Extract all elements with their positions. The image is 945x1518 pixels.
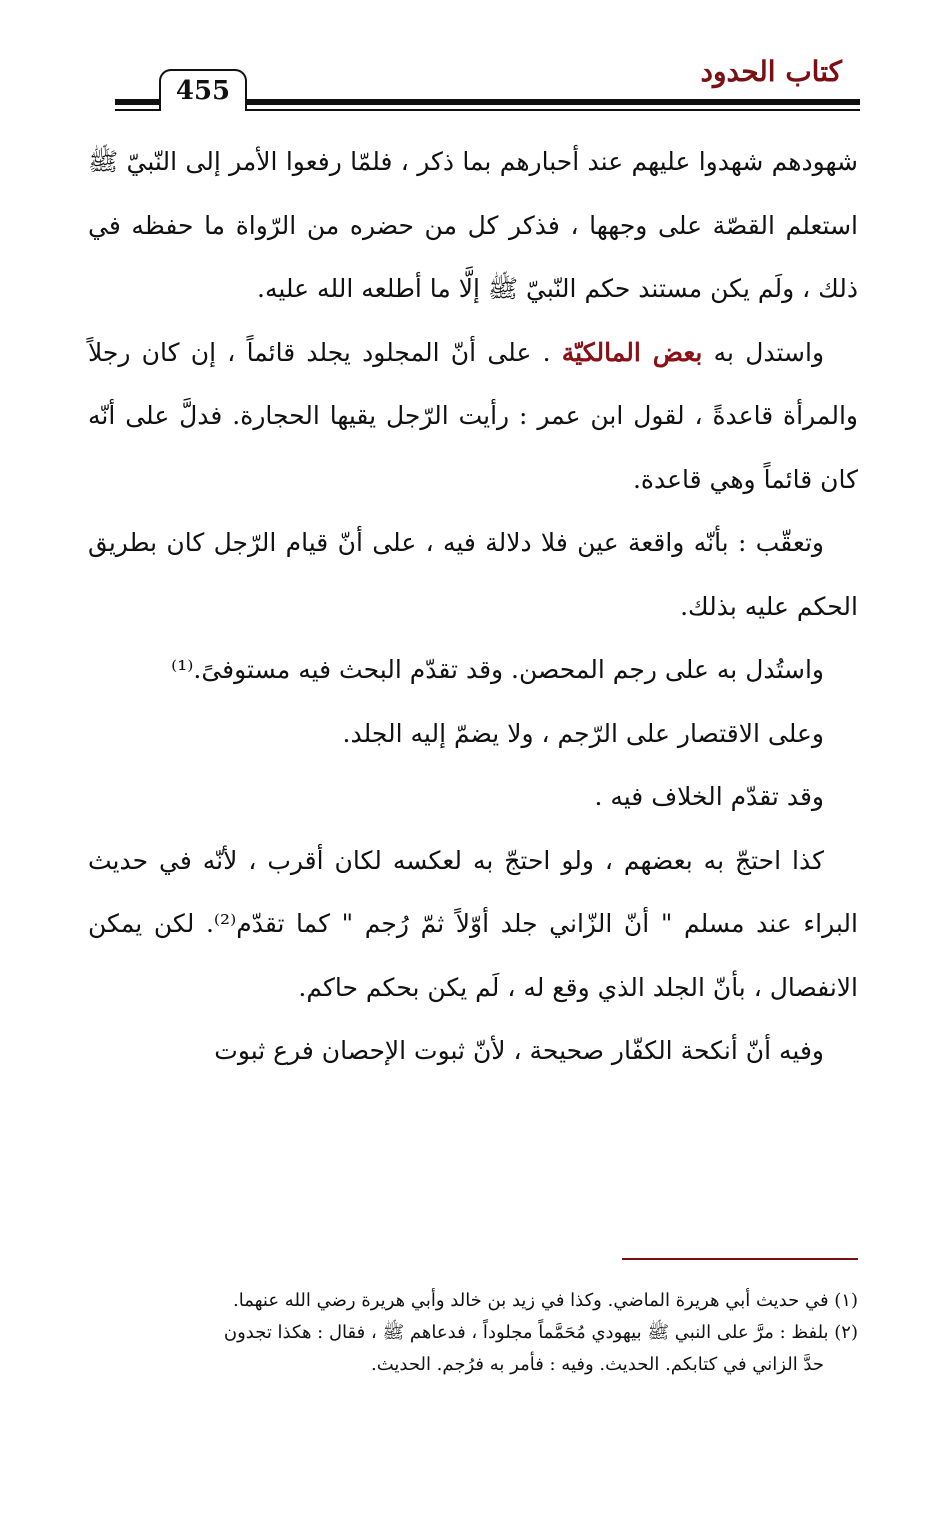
footnote-2: (٢) بلفظ : مرَّ على النبي ﷺ بيهودي مُحَمَّماً مجلوداً ، فدعاهم ﷺ ، فقال : هكذا تجدون — [223, 1322, 858, 1343]
page-header — [115, 55, 860, 115]
page-number: 455 — [175, 76, 231, 106]
footnote-separator — [622, 1258, 858, 1260]
highlighted-term: بعض المالكيّة — [561, 337, 703, 367]
page-number-box — [159, 69, 247, 111]
footnote-1: (١) في حديث أبي هريرة الماضي. وكذا في زيد بن خالد وأبي هريرة رضي الله عنهما. — [233, 1290, 858, 1311]
paragraph-2 — [88, 321, 858, 512]
footnotes — [100, 1285, 858, 1381]
body-text — [88, 130, 858, 1083]
paragraph-2-start: واستدل به — [713, 337, 825, 367]
book-title: كتاب الحدود — [700, 55, 842, 88]
paragraph-7: كذا احتجّ به بعضهم ، ولو احتجّ به لعكسه لكان أقرب ، لأنّه في حديث البراء عند مسلم " أنّ الزّاني جلد أوّلاً ثمّ رُجم " كما تقدّم⁽²⁾. لكن يمكن الانفصال ، بأنّ الجلد الذي وقع له ، لَم يكن بحكم حاكم. — [88, 845, 858, 1002]
paragraph-3: وتعقّب : بأنّه واقعة عين فلا دلالة فيه ، على أنّ قيام الرّجل كان بطريق الحكم عليه بذلك. — [88, 528, 858, 621]
paragraph-4: واستُدل به على رجم المحصن. وقد تقدّم البحث فيه مستوفىً.⁽¹⁾ — [171, 655, 824, 684]
paragraph-8: وفيه أنّ أنكحة الكفّار صحيحة ، لأنّ ثبوت الإحصان فرع ثبوت — [214, 1036, 824, 1065]
paragraph-1: شهودهم شهدوا عليهم عند أحبارهم بما ذكر ، فلمّا رفعوا الأمر إلى النّبيّ ﷺ استعلم القصّة على وجهها ، فذكر كل من حضره من الرّواة ما حفظه في ذلك ، ولَم يكن مستند حكم النّبيّ ﷺ إلَّا ما أطلعه الله عليه. — [88, 147, 858, 303]
paragraph-6: وقد تقدّم الخلاف فيه . — [594, 782, 824, 811]
footnote-2-continuation: حدَّ الزاني في كتابكم. الحديث. وفيه : فأمر به فرُجم. الحديث. — [370, 1354, 824, 1375]
paragraph-5: وعلى الاقتصار على الرّجم ، ولا يضمّ إليه الجلد. — [342, 718, 824, 748]
paragraph-2-rest: . على أنّ المجلود يجلد قائماً ، إن كان رجلاً والمرأة قاعدةً ، لقول ابن عمر : رأيت الرّجل يقيها الحجارة. فدلَّ على أنّه كان قائماً وهي قاعدة. — [88, 337, 858, 494]
